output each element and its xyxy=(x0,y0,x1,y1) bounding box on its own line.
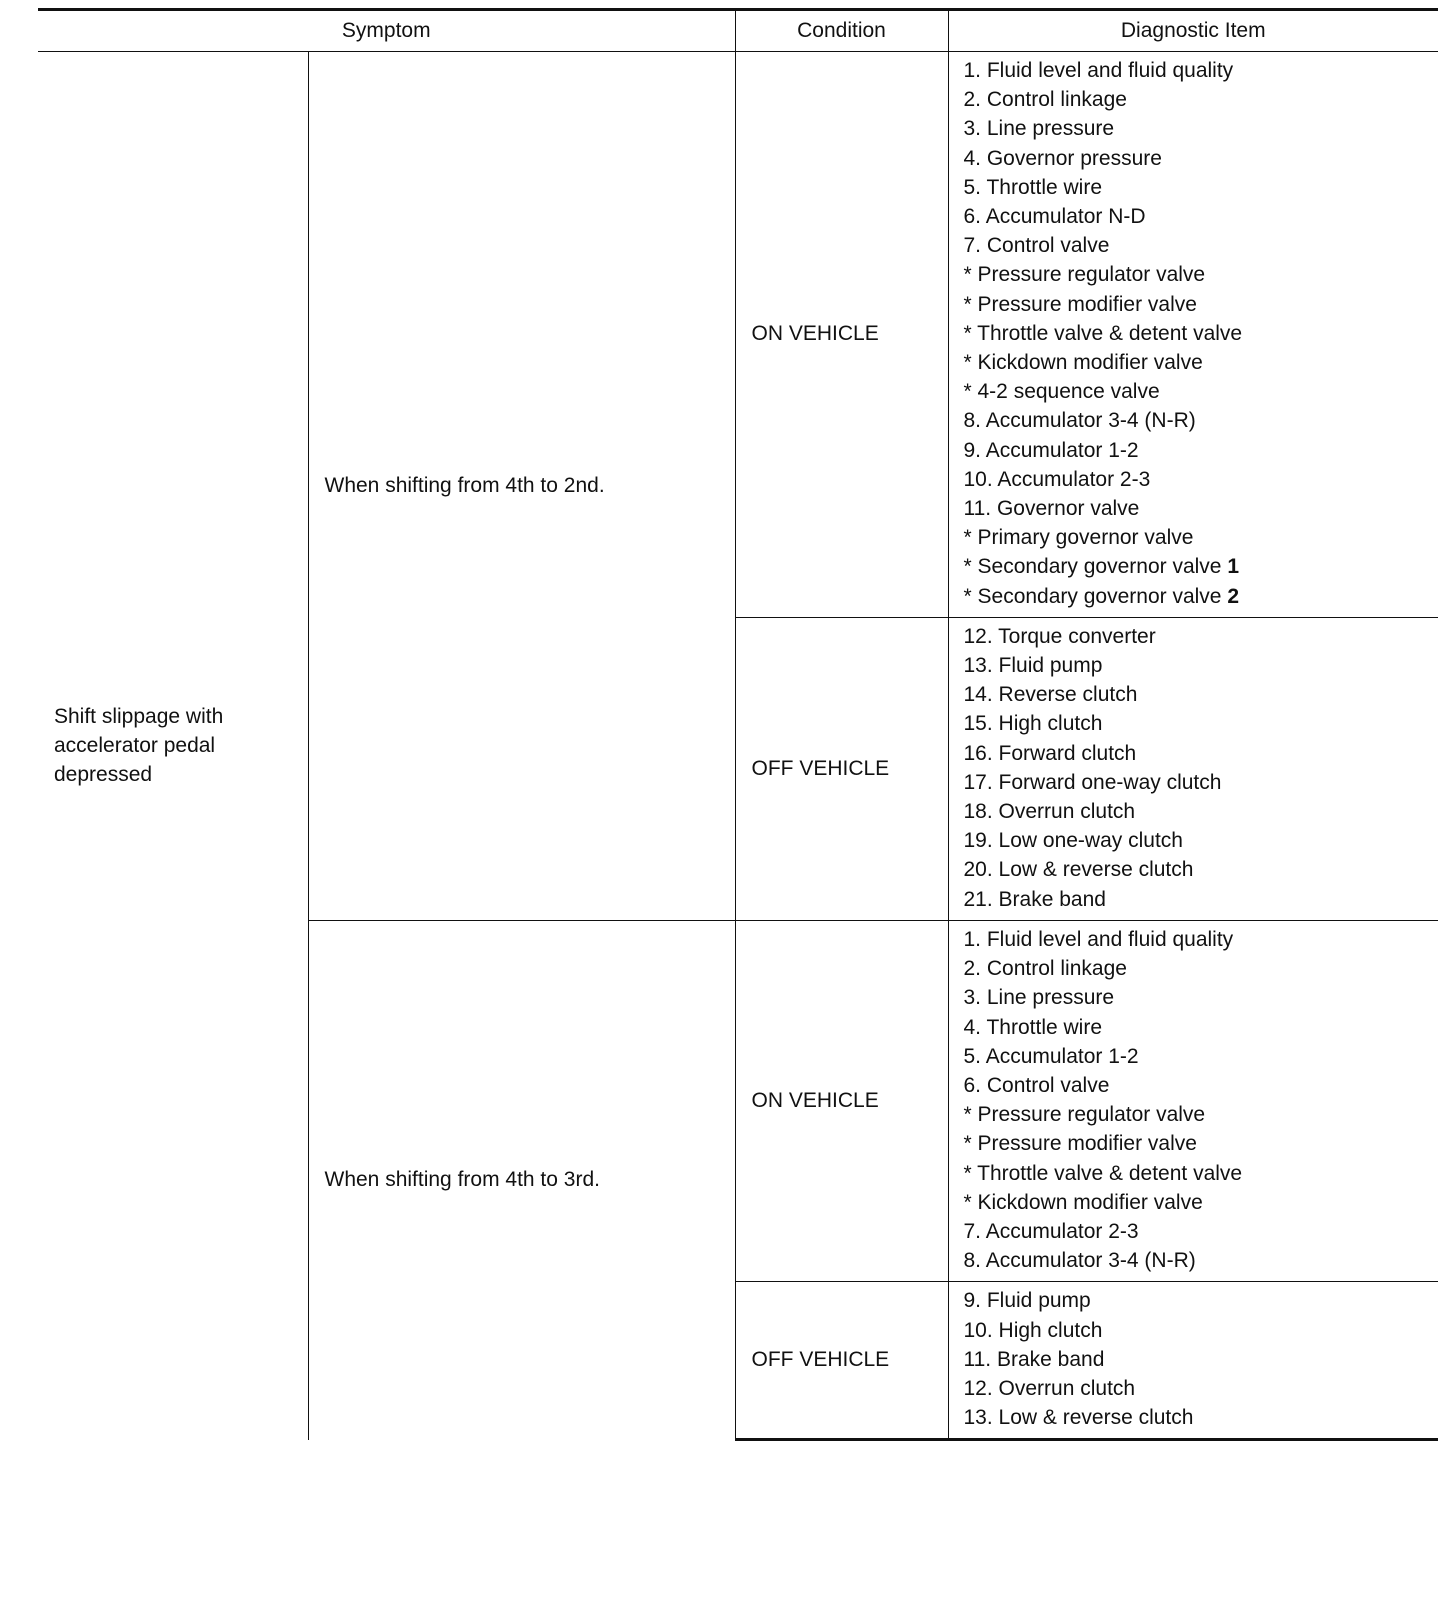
list-item: * Pressure regulator valve xyxy=(963,263,1206,287)
list-item: 6. Control valve xyxy=(963,1073,1110,1097)
condition-off-vehicle: OFF VEHICLE xyxy=(735,617,948,920)
sub-symptom-4th-to-3rd: When shifting from 4th to 3rd. xyxy=(308,920,735,1439)
list-item: 21. Brake band xyxy=(963,887,1106,911)
list-item: 15. High clutch xyxy=(963,712,1103,736)
list-item: * Pressure regulator valve xyxy=(963,1103,1206,1127)
table-row xyxy=(38,52,1438,618)
list-item: 5. Accumulator 1-2 xyxy=(963,1044,1139,1068)
list-item: 1. Fluid level and fluid quality xyxy=(963,59,1234,82)
list-item: 3. Line pressure xyxy=(963,117,1115,141)
list-item: * Pressure modifier valve xyxy=(963,292,1197,316)
diagnostic-items-list xyxy=(948,617,1438,920)
list-item xyxy=(964,552,1439,581)
condition-on-vehicle: ON VEHICLE xyxy=(735,920,948,1281)
list-item: * Throttle valve & detent valve xyxy=(963,1161,1243,1185)
diagnostic-table xyxy=(38,8,1438,1441)
sub-symptom-4th-to-2nd: When shifting from 4th to 2nd. xyxy=(308,52,735,921)
list-item: 8. Accumulator 3-4 (N-R) xyxy=(963,409,1196,433)
list-item: 4. Governor pressure xyxy=(963,146,1162,170)
condition-on-vehicle: ON VEHICLE xyxy=(735,52,948,618)
list-item: 7. Accumulator 2-3 xyxy=(963,1219,1139,1243)
list-item: 12. Overrun clutch xyxy=(963,1376,1136,1400)
list-item: * Kickdown modifier valve xyxy=(963,351,1203,375)
list-item: * Kickdown modifier valve xyxy=(963,1190,1203,1214)
list-item-suffix: 2 xyxy=(1227,584,1240,608)
list-item: 6. Accumulator N-D xyxy=(963,205,1146,229)
diagnostic-table-document xyxy=(38,8,1438,1441)
list-item: 2. Control linkage xyxy=(963,88,1127,112)
list-item-text: * Secondary governor valve xyxy=(963,584,1222,608)
list-item: 13. Low & reverse clutch xyxy=(963,1406,1194,1430)
list-item: 1. Fluid level and fluid quality xyxy=(963,927,1234,951)
header-symptom: Symptom xyxy=(38,10,735,52)
list-item: 9. Accumulator 1-2 xyxy=(963,438,1139,462)
symptom-text: Shift slippage with accelerator pedal depressed xyxy=(54,705,224,787)
list-item: 3. Line pressure xyxy=(963,986,1115,1010)
condition-off-vehicle: OFF VEHICLE xyxy=(735,1282,948,1440)
list-item: 20. Low & reverse clutch xyxy=(963,858,1194,882)
diagnostic-items-list xyxy=(948,1282,1438,1440)
list-item: 16. Forward clutch xyxy=(963,741,1137,765)
list-item: 14. Reverse clutch xyxy=(963,683,1138,707)
list-item: 9. Fluid pump xyxy=(963,1289,1091,1313)
table-header-row xyxy=(38,10,1438,52)
list-item: 10. High clutch xyxy=(963,1318,1103,1342)
list-item: 4. Throttle wire xyxy=(963,1015,1102,1039)
diagnostic-items-list xyxy=(948,52,1438,618)
diagnostic-items-list xyxy=(948,920,1438,1281)
list-item-suffix: 1 xyxy=(1227,555,1240,579)
list-item: 7. Control valve xyxy=(963,234,1110,258)
list-item xyxy=(964,582,1439,611)
list-item: 13. Fluid pump xyxy=(963,654,1103,678)
list-item-text: * Secondary governor valve xyxy=(963,555,1222,579)
list-item: 17. Forward one-way clutch xyxy=(963,770,1222,794)
list-item: 11. Governor valve xyxy=(963,497,1140,521)
list-item: * 4-2 sequence valve xyxy=(963,380,1160,404)
list-item: 18. Overrun clutch xyxy=(963,800,1136,824)
header-condition: Condition xyxy=(735,10,948,52)
list-item: * Throttle valve & detent valve xyxy=(963,321,1243,345)
list-item: 12. Torque converter xyxy=(963,624,1156,648)
list-item: 2. Control linkage xyxy=(963,957,1127,981)
list-item: 8. Accumulator 3-4 (N-R) xyxy=(963,1249,1196,1273)
list-item: 5. Throttle wire xyxy=(963,175,1102,199)
list-item: 10. Accumulator 2-3 xyxy=(963,467,1151,491)
list-item: 19. Low one-way clutch xyxy=(963,829,1183,853)
list-item: * Primary governor valve xyxy=(963,526,1194,550)
header-diagnostic-item: Diagnostic Item xyxy=(948,10,1438,52)
list-item: 11. Brake band xyxy=(963,1347,1105,1371)
symptom-cell xyxy=(38,52,308,1440)
list-item: * Pressure modifier valve xyxy=(963,1132,1197,1156)
